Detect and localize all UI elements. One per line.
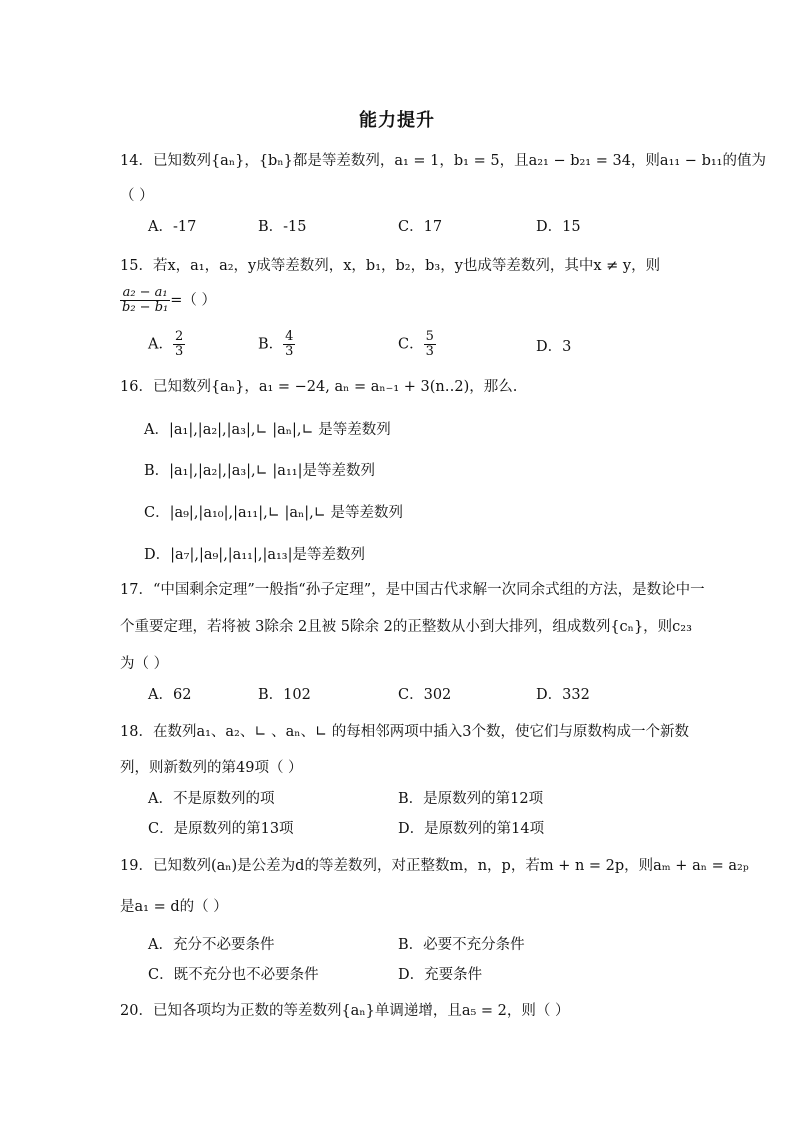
answer-paren: =（ ） [170,292,216,309]
option-d: D．332 [536,687,590,703]
question-number: 16． [120,379,153,395]
option-a: A．62 [148,687,192,703]
option-label: C． [398,336,424,353]
page-title: 能力提升 [359,110,435,131]
question-text: 在数列a₁、a₂、∟ 、aₙ、∟ 的每相邻两项中插入3个数，使它们与原数构成一个新数 [152,724,690,740]
fraction [424,330,436,359]
question-18 [120,722,689,742]
question-text-line: 是a₁ = d的（ ） [120,899,228,915]
fraction-numerator: a₂ − a₁ [120,286,170,301]
option-b: B．|a₁|,|a₂|,|a₃|,∟ |a₁₁|是等差数列 [144,463,375,479]
option-d: D．15 [536,219,581,235]
option-b: B．-15 [258,219,307,235]
option-d: D．3 [536,339,572,355]
option-d: D．是原数列的第14项 [398,821,545,837]
question-17 [120,580,705,600]
question-text-line: 列，则新数列的第49项（ ） [120,760,303,776]
fraction-numerator: 5 [425,329,434,344]
option-a: A．|a₁|,|a₂|,|a₃|,∟ |aₙ|,∟ 是等差数列 [144,422,391,438]
fraction-expression [120,286,216,315]
question-text-line: 个重要定理，若将被 3除余 2且被 5除余 2的正整数从小到大排列，组成数列{cₙ}，则c₂₃ [120,619,692,635]
fraction-denominator: 3 [174,344,184,359]
question-16 [120,377,517,397]
option-label: B． [258,336,284,353]
fraction [120,286,170,315]
fraction [283,330,295,359]
fraction-numerator: 4 [285,329,294,344]
question-number: 17． [120,582,153,598]
fraction-denominator: 3 [285,344,294,359]
option-a: A．充分不必要条件 [148,937,275,953]
option-label: A． [148,336,173,353]
question-number: 14． [120,153,153,169]
question-19 [120,856,749,876]
question-text: 若x，a₁，a₂，y成等差数列，x，b₁，b₂，b₃，y也成等差数列，其中x ≠ y，则 [152,258,661,274]
fraction-denominator: 3 [425,344,434,359]
question-number: 18． [120,724,153,740]
option-c: C．既不充分也不必要条件 [148,967,319,983]
fraction-denominator: b₂ − b₁ [122,300,169,315]
question-text: 已知数列{aₙ}，a₁ = −24, aₙ = aₙ₋₁ + 3(n‥2)，那么. [152,379,518,395]
question-14 [120,151,766,171]
option-c: C．302 [398,687,452,703]
question-text-line: 为（ ） [120,656,169,672]
question-number: 20． [120,1003,153,1019]
question-20 [120,1001,569,1021]
option-b: B．是原数列的第12项 [398,791,544,807]
question-text: 已知各项均为正数的等差数列{aₙ}单调递增，且a₅ = 2，则（ ） [152,1003,570,1019]
question-number: 19． [120,858,153,874]
question-text: “中国剩余定理”一般指“孙子定理”，是中国古代求解一次同余式组的方法，是数论中一 [152,582,705,598]
option-c [398,330,436,359]
option-a: A．不是原数列的项 [148,791,275,807]
question-text: 已知数列(aₙ)是公差为d的等差数列，对正整数m，n，p，若m + n = 2p，则aₘ + aₙ = a₂ₚ [152,858,749,874]
option-a: A．-17 [148,219,197,235]
fraction-numerator: 2 [174,329,184,344]
answer-paren: （ ） [120,188,154,204]
option-c: C．|a₉|,|a₁₀|,|a₁₁|,∟ |aₙ|,∟ 是等差数列 [144,505,404,521]
option-c: C．17 [398,219,443,235]
question-15 [120,256,660,276]
option-d: D．充要条件 [398,967,483,983]
fraction [173,330,185,359]
option-a [148,330,185,359]
option-b: B．102 [258,687,311,703]
option-b [258,330,295,359]
option-b: B．必要不充分条件 [398,937,525,953]
question-number: 15． [120,258,153,274]
option-d: D．|a₇|,|a₉|,|a₁₁|,|a₁₃|是等差数列 [144,547,365,563]
question-text: 已知数列{aₙ}，{bₙ}都是等差数列，a₁ = 1，b₁ = 5，且a₂₁ − b₂₁ = 34，则a₁₁ − b₁₁的值为 [152,153,766,169]
option-c: C．是原数列的第13项 [148,821,294,837]
